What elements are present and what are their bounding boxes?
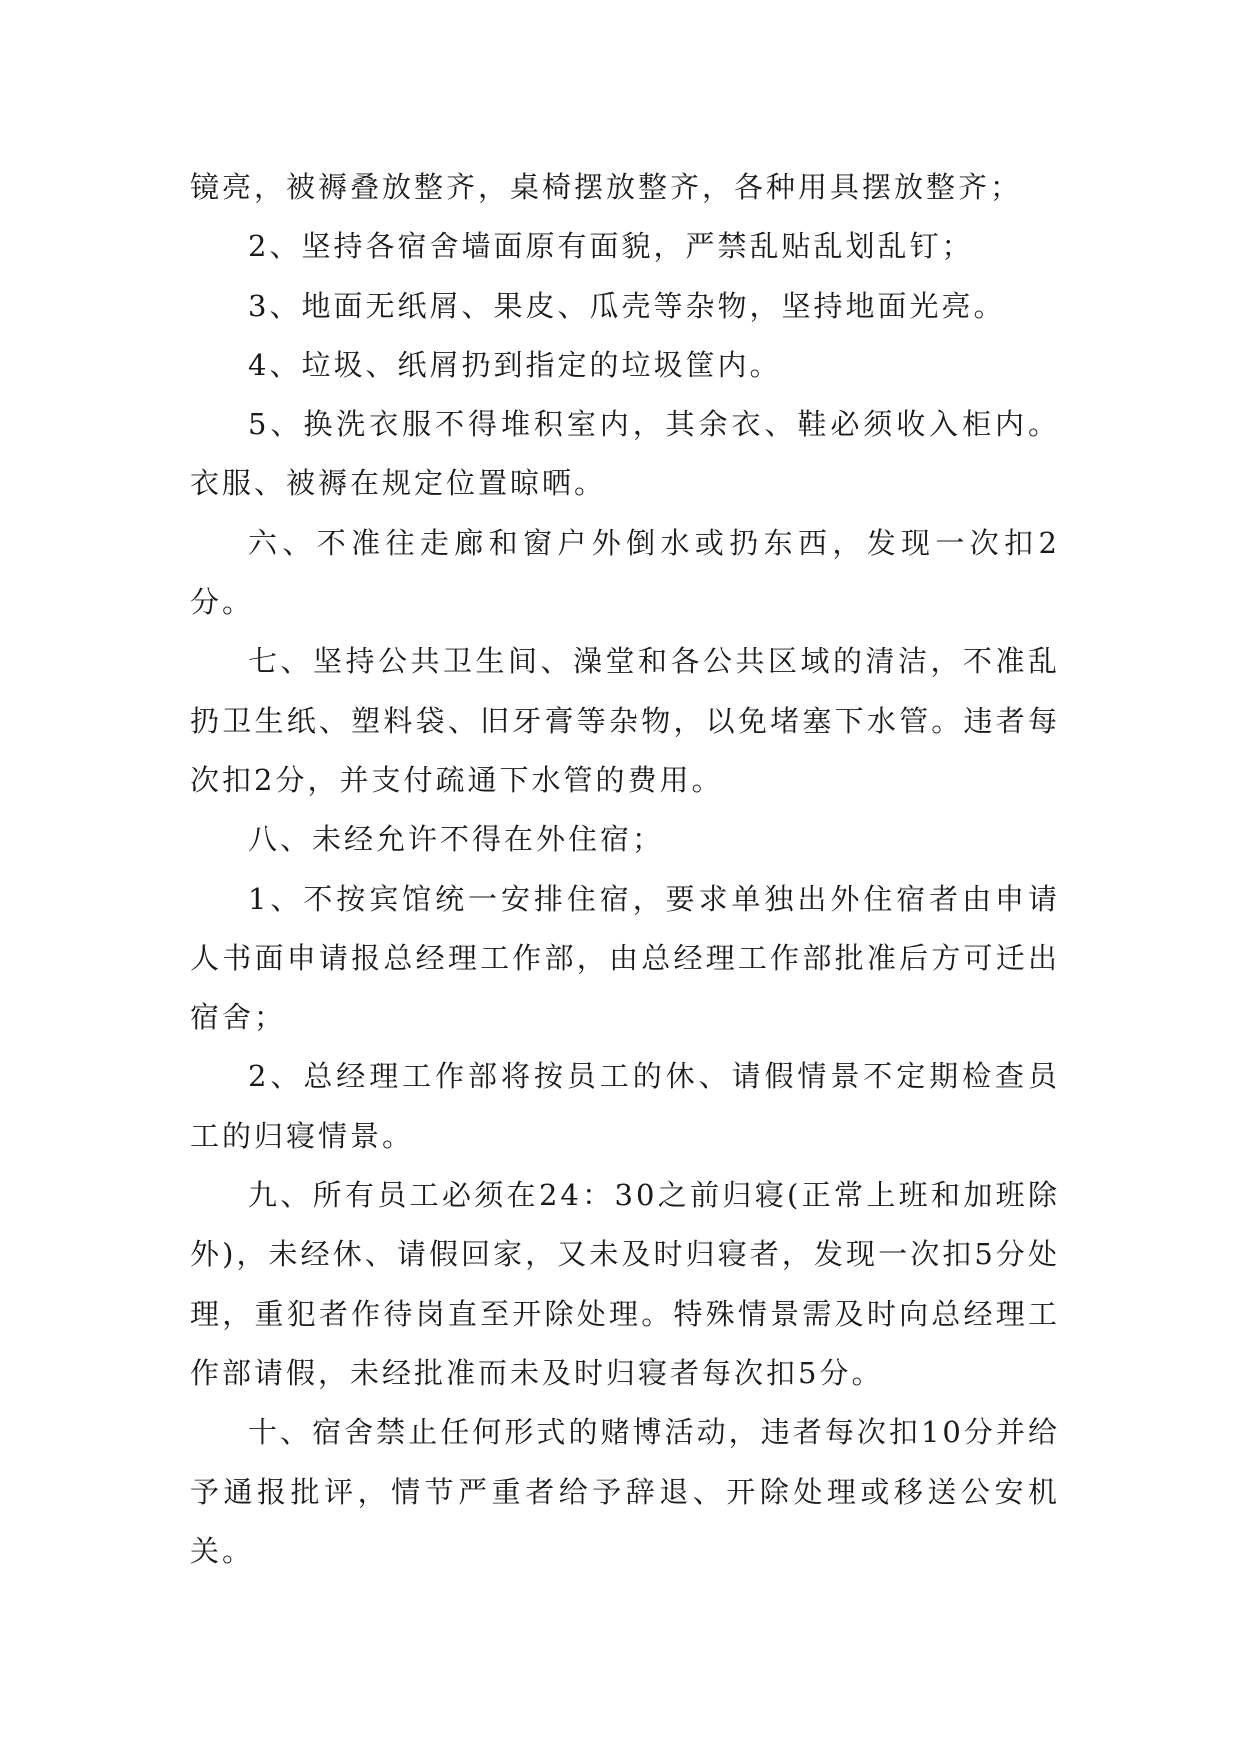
document-body [190, 158, 1060, 1581]
paragraph-rule-5-2: 2、坚持各宿舍墙面原有面貌，严禁乱贴乱划乱钉； [248, 229, 974, 264]
paragraph-rule-7: 七、坚持公共卫生间、澡堂和各公共区域的清洁，不准乱扔卫生纸、塑料袋、旧牙膏等杂物，以免堵塞下水管。违者每次扣2分，并支付疏通下水管的费用。 [190, 644, 1060, 797]
paragraph-rule-8: 八、未经允许不得在外住宿； [248, 822, 665, 857]
paragraph-rule-8-2: 2、总经理工作部将按员工的休、请假情景不定期检查员工的归寝情景。 [190, 1059, 1060, 1153]
paragraph-rule-9: 九、所有员工必须在24：30之前归寝(正常上班和加班除外)，未经休、请假回家，又未及时归寝者，发现一次扣5分处理，重犯者作待岗直至开除处理。特殊情景需及时向总经理工作部请假，未经批准而未及时归寝者每次扣5分。 [190, 1178, 1060, 1390]
paragraph-rule-5-5: 5、换洗衣服不得堆积室内，其余衣、鞋必须收入柜内。衣服、被褥在规定位置晾晒。 [190, 407, 1060, 501]
paragraph-rule-5-3: 3、地面无纸屑、果皮、瓜壳等杂物，坚持地面光亮。 [248, 288, 1006, 323]
paragraph-rule-10: 十、宿舍禁止任何形式的赌博活动，违者每次扣10分并给予通报批评，情节严重者给予辞退、开除处理或移送公安机关。 [190, 1415, 1060, 1568]
paragraph-rule-6: 六、不准往走廊和窗户外倒水或扔东西，发现一次扣2分。 [190, 525, 1060, 620]
paragraph-rule-8-1: 1、不按宾馆统一安排住宿，要求单独出外住宿者由申请人书面申请报总经理工作部，由总经理工作部批准后方可迁出宿舍； [190, 881, 1060, 1035]
paragraph-continuation: 镜亮，被褥叠放整齐，桌椅摆放整齐，各种用具摆放整齐； [190, 170, 1023, 204]
paragraph-rule-5-4: 4、垃圾、纸屑扔到指定的垃圾筐内。 [248, 347, 782, 382]
